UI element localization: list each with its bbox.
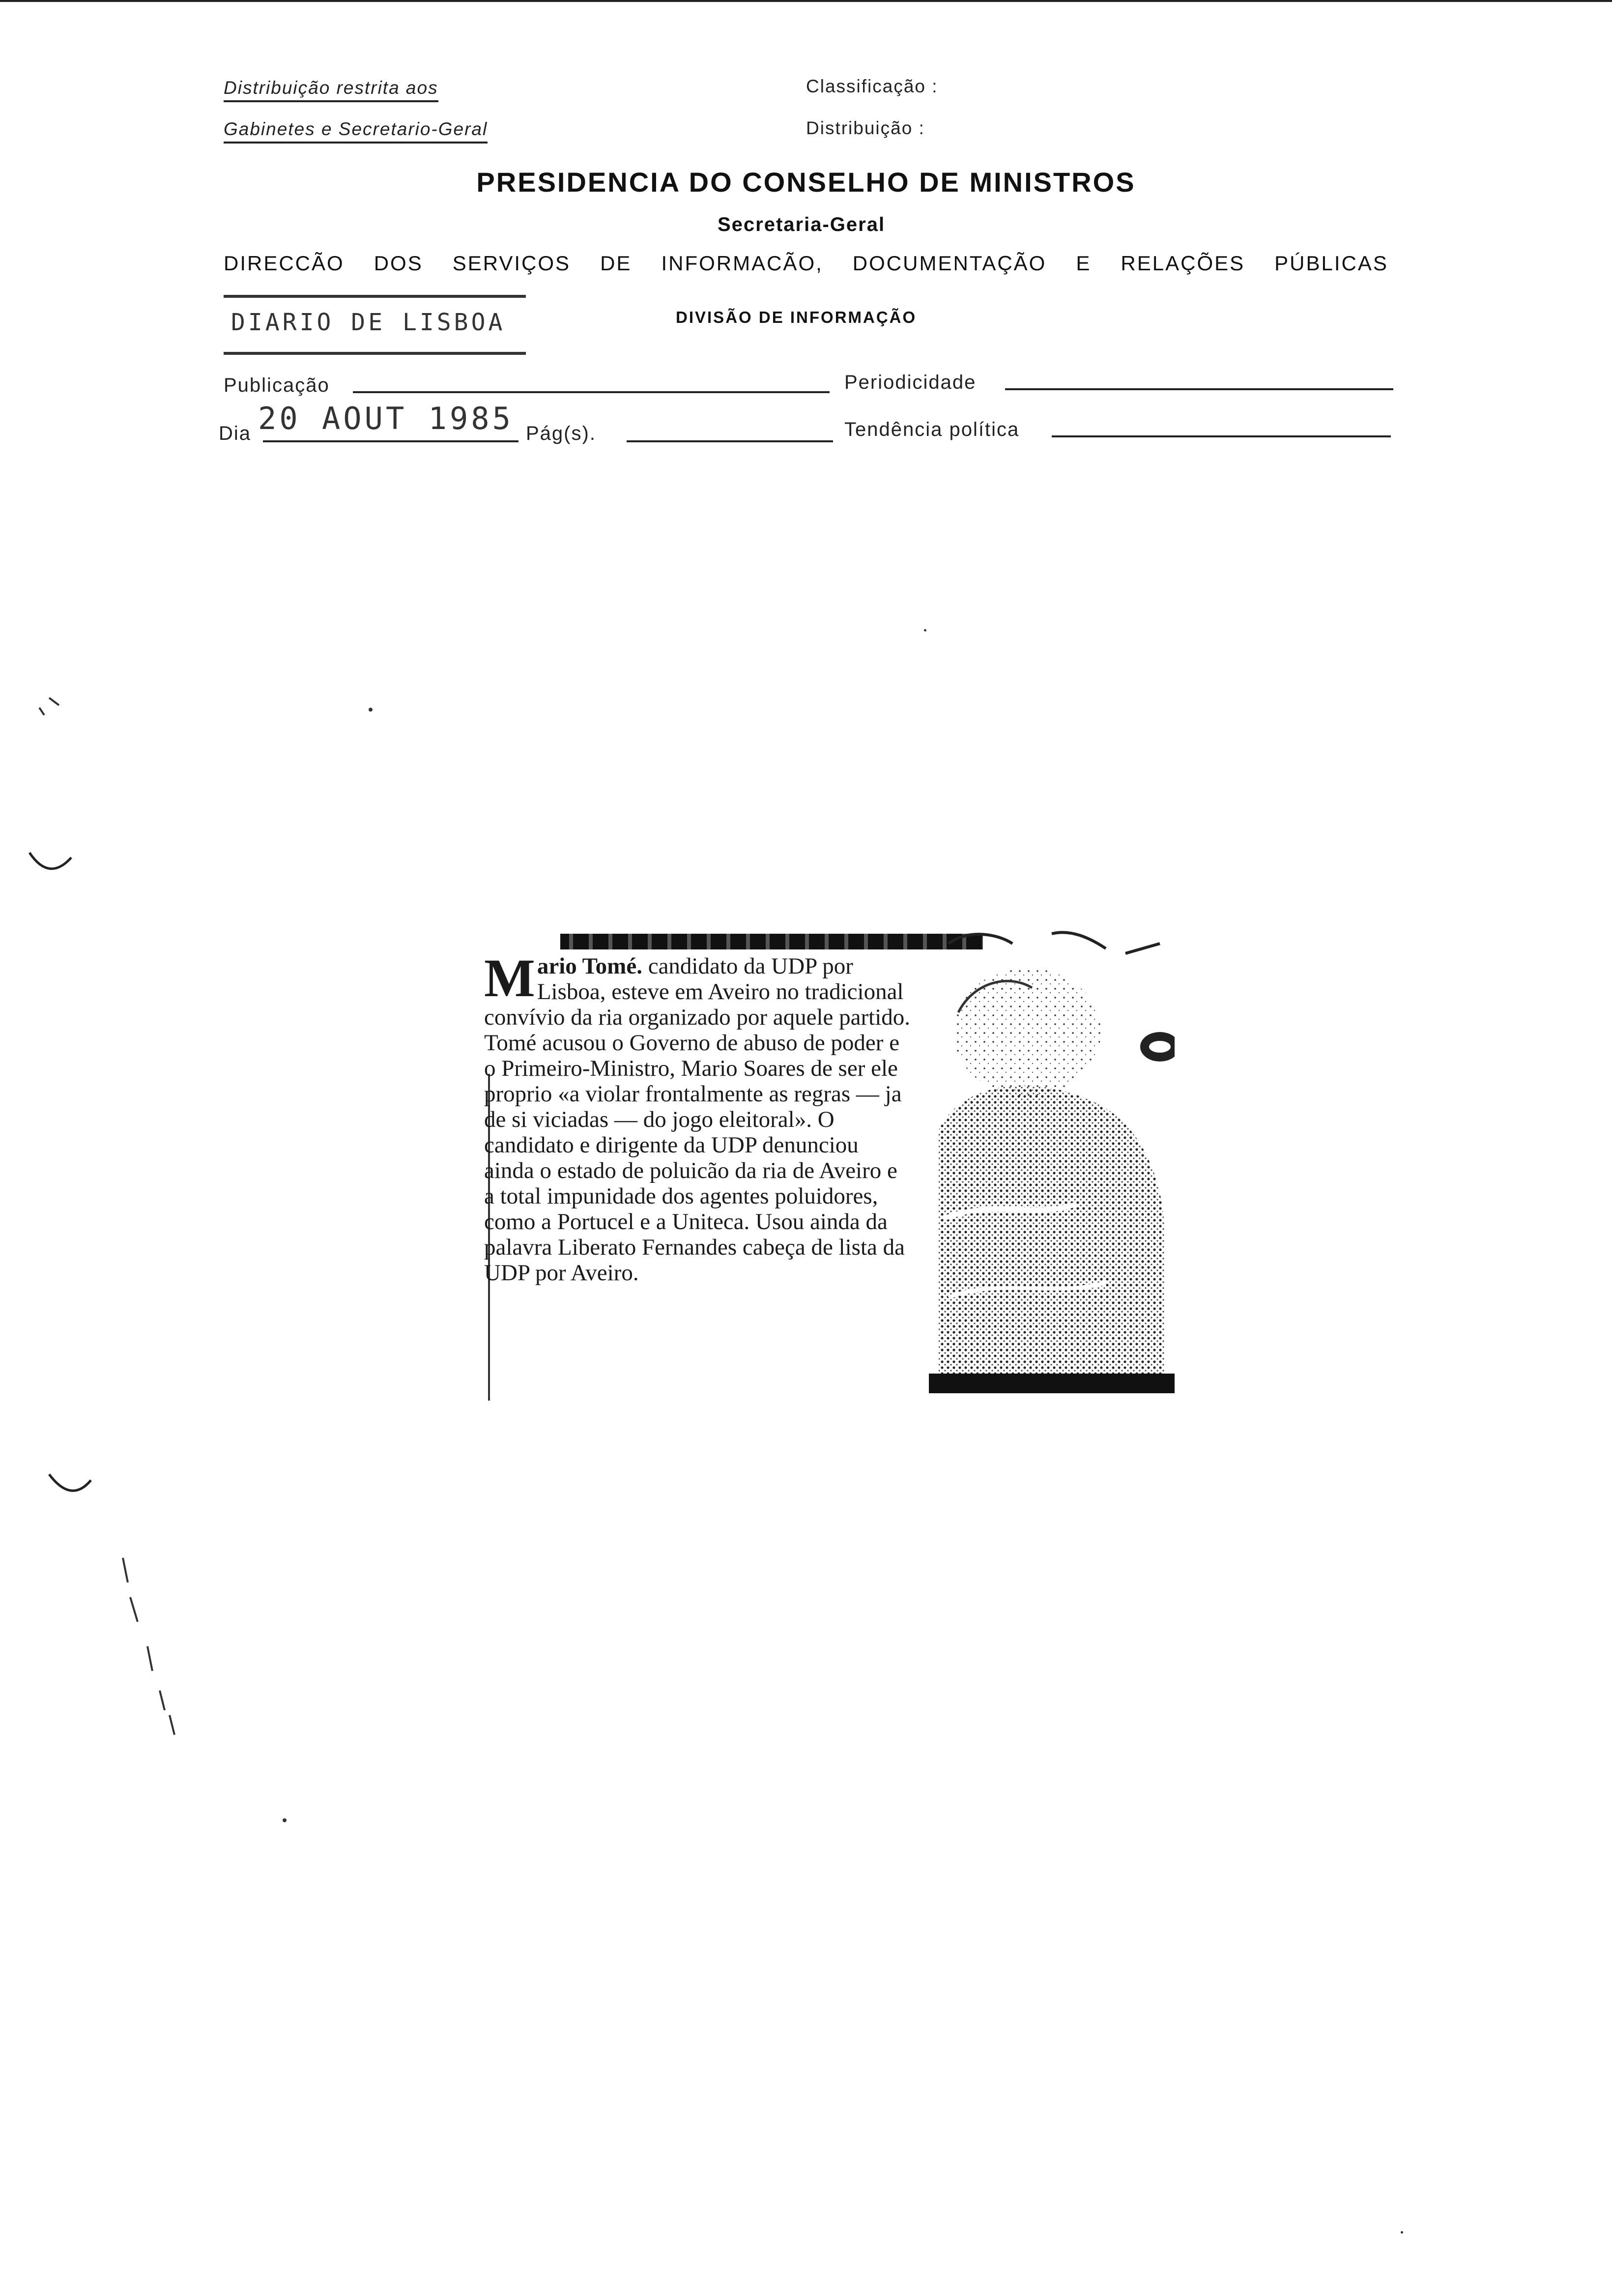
day-value: 20 AOUT 1985 bbox=[258, 401, 514, 436]
publication-label: Publicação bbox=[224, 374, 330, 396]
top-border bbox=[0, 0, 1612, 2]
clipping-text bbox=[484, 948, 912, 1286]
pages-label: Pág(s). bbox=[526, 423, 596, 444]
day-line bbox=[263, 440, 518, 442]
dept-word: DE bbox=[600, 252, 632, 275]
clipping-lead: ario Tomé. bbox=[537, 953, 642, 979]
dept-word: INFORMACÃO, bbox=[661, 252, 823, 275]
dept-word: SERVIÇOS bbox=[452, 252, 571, 275]
dept-word: PÚBLICAS bbox=[1274, 252, 1388, 275]
page-subtitle: Secretaria-Geral bbox=[718, 214, 886, 235]
dept-word: DOS bbox=[374, 252, 423, 275]
page-title: PRESIDENCIA DO CONSELHO DE MINISTROS bbox=[476, 167, 1136, 198]
punch-hole-mark bbox=[27, 845, 76, 880]
punch-hole-mark bbox=[47, 1469, 96, 1504]
restriction-line-2: Gabinetes e Secretario-Geral bbox=[224, 119, 488, 144]
clipping-header-bar bbox=[560, 934, 983, 949]
scan-streak bbox=[118, 1553, 187, 1740]
dept-word: E bbox=[1076, 252, 1092, 275]
periodicity-label: Periodicidade bbox=[844, 372, 977, 393]
distribution-label: Distribuição : bbox=[806, 118, 925, 138]
periodicity-line bbox=[1005, 388, 1393, 390]
publication-line bbox=[353, 391, 830, 393]
restriction-line-1: Distribuição restrita aos bbox=[224, 78, 438, 102]
day-label: Dia bbox=[219, 423, 252, 444]
dept-word: RELAÇÕES bbox=[1121, 252, 1245, 275]
source-stamp: DIARIO DE LISBOA bbox=[231, 309, 506, 336]
tendency-line bbox=[1052, 435, 1391, 437]
department-line bbox=[224, 252, 1388, 275]
scan-streak bbox=[34, 688, 74, 727]
news-clipping bbox=[484, 934, 912, 1286]
dept-word: DIRECCÃO bbox=[224, 252, 345, 275]
scan-speck bbox=[924, 629, 926, 631]
dept-word: DOCUMENTAÇÃO bbox=[852, 252, 1047, 275]
clipping-body: candidato da UDP por Lisboa, esteve em Aveiro no tradicional convívio da ria organizado por aquele partido. Tomé acusou o Governo de abuso de poder e o Primeiro-Ministro, Mario Soares de ser ele proprio «a violar frontalmente as regras — ja de si viciadas — do jogo eleitoral». O candidato e dirigente da UDP denunciou ainda o estado de poluicão da ria de Aveiro e a total impunidade dos agentes poluidores, como a Portucel e a Uniteca. Usou ainda da palavra Liberato Fernandes cabeça de lista da UDP por Aveiro. bbox=[484, 953, 911, 1286]
scan-speck bbox=[369, 708, 373, 712]
division-label: DIVISÃO DE INFORMAÇÃO bbox=[676, 308, 917, 326]
classification-label: Classificação : bbox=[806, 76, 938, 96]
scan-speck bbox=[283, 1818, 287, 1822]
dropcap-letter: M bbox=[484, 948, 535, 1008]
candidate-photo bbox=[929, 924, 1175, 1393]
tendency-label: Tendência política bbox=[844, 419, 1020, 440]
scan-speck bbox=[1401, 2231, 1403, 2234]
pages-line bbox=[627, 440, 833, 442]
